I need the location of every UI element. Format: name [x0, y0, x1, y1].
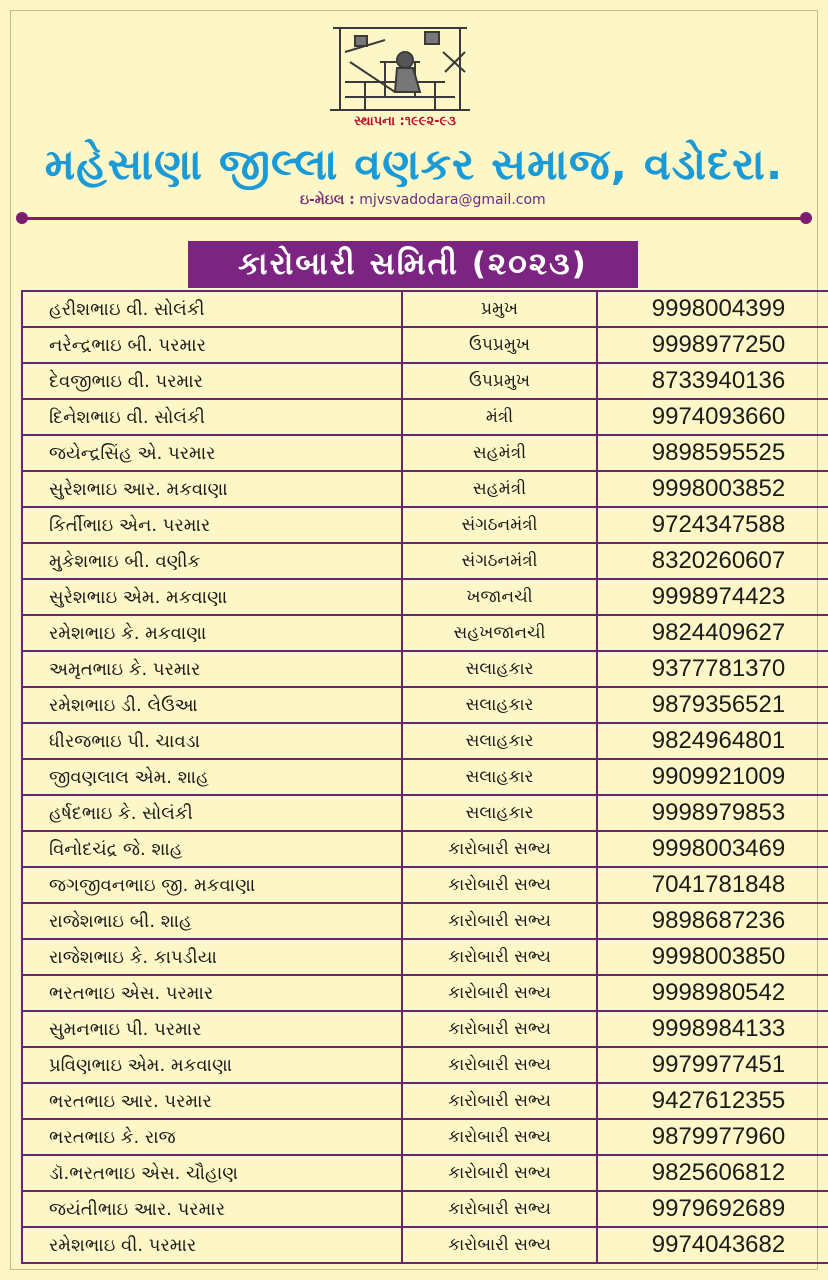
- member-phone: 9979692689: [597, 1191, 828, 1227]
- member-name: જયંતીભાઇ આર. પરમાર: [22, 1191, 402, 1227]
- divider-dot-right: [800, 212, 812, 224]
- member-phone: 9998974423: [597, 579, 828, 615]
- member-post: સલાહકાર: [402, 687, 597, 723]
- member-post: કારોબારી સભ્ય: [402, 1083, 597, 1119]
- member-name: જગજીવનભાઇ જી. મકવાણા: [22, 867, 402, 903]
- member-phone: 8320260607: [597, 543, 828, 579]
- member-name: નરેન્દ્રભાઇ બી. પરમાર: [22, 327, 402, 363]
- member-phone: 9979977451: [597, 1047, 828, 1083]
- table-row: [22, 1083, 828, 1119]
- member-post: પ્રમુખ: [402, 291, 597, 327]
- table-row: [22, 435, 828, 471]
- email-address: mjvsvadodara@gmail.com: [359, 192, 546, 208]
- member-phone: 9998980542: [597, 975, 828, 1011]
- table-row: [22, 687, 828, 723]
- committee-banner: કારોબારી સમિતી (૨૦૨૩): [188, 241, 638, 288]
- organization-title: મહેસાણા જીલ્લા વણકર સમાજ, વડોદરા.: [44, 140, 784, 190]
- member-phone: 9824964801: [597, 723, 828, 759]
- member-post: સંગઠનમંત્રી: [402, 543, 597, 579]
- member-phone: 8733940136: [597, 363, 828, 399]
- table-row: [22, 1155, 828, 1191]
- table-row: [22, 831, 828, 867]
- table-row: [22, 291, 828, 327]
- table-row: [22, 759, 828, 795]
- divider-dot-left: [16, 212, 28, 224]
- member-name: સુરેશભાઇ એમ. મકવાણા: [22, 579, 402, 615]
- member-post: મંત્રી: [402, 399, 597, 435]
- member-post: કારોબારી સભ્ય: [402, 975, 597, 1011]
- member-name: રાજેશભાઇ કે. કાપડીયા: [22, 939, 402, 975]
- email-label: ઇ-મેઇલ :: [300, 192, 355, 208]
- member-name: ડૉ.ભરતભાઇ એસ. ચૌહાણ: [22, 1155, 402, 1191]
- member-post: સલાહકાર: [402, 723, 597, 759]
- member-phone: 9879977960: [597, 1119, 828, 1155]
- member-post: સહમંત્રી: [402, 471, 597, 507]
- table-row: [22, 903, 828, 939]
- table-row: [22, 867, 828, 903]
- member-post: સલાહકાર: [402, 651, 597, 687]
- member-post: કારોબારી સભ્ય: [402, 1191, 597, 1227]
- member-phone: 9724347588: [597, 507, 828, 543]
- member-name: જીવણલાલ એમ. શાહ: [22, 759, 402, 795]
- member-phone: 7041781848: [597, 867, 828, 903]
- email-line: [300, 192, 546, 208]
- member-post: કારોબારી સભ્ય: [402, 1155, 597, 1191]
- member-name: ધીરજભાઇ પી. ચાવડા: [22, 723, 402, 759]
- member-phone: 9898595525: [597, 435, 828, 471]
- table-row: [22, 543, 828, 579]
- table-row: [22, 507, 828, 543]
- member-name: કિર્તીભાઇ એન. પરમાર: [22, 507, 402, 543]
- member-post: કારોબારી સભ્ય: [402, 1011, 597, 1047]
- member-name: સુમનભાઇ પી. પરમાર: [22, 1011, 402, 1047]
- table-row: [22, 615, 828, 651]
- table-row: [22, 327, 828, 363]
- member-name: ભરતભાઇ કે. રાજ: [22, 1119, 402, 1155]
- table-row: [22, 471, 828, 507]
- member-name: મુકેશભાઇ બી. વણીક: [22, 543, 402, 579]
- member-phone: 9879356521: [597, 687, 828, 723]
- member-name: ભરતભાઇ આર. પરમાર: [22, 1083, 402, 1119]
- founded-year: સ્થાપના :૧૯૯૨-૯૩: [354, 114, 456, 129]
- member-name: રાજેશભાઇ બી. શાહ: [22, 903, 402, 939]
- member-post: કારોબારી સભ્ય: [402, 1227, 597, 1263]
- member-phone: 9998004399: [597, 291, 828, 327]
- member-phone: 9909921009: [597, 759, 828, 795]
- member-post: ઉપપ્રમુખ: [402, 327, 597, 363]
- member-phone: 9998003850: [597, 939, 828, 975]
- table-row: [22, 1047, 828, 1083]
- member-name: રમેશભાઇ ડી. લેઉઆ: [22, 687, 402, 723]
- table-row: [22, 975, 828, 1011]
- member-phone: 9998984133: [597, 1011, 828, 1047]
- committee-table: [21, 290, 828, 1264]
- member-post: કારોબારી સભ્ય: [402, 831, 597, 867]
- member-name: દેવજીભાઇ વી. પરમાર: [22, 363, 402, 399]
- table-row: [22, 651, 828, 687]
- table-row: [22, 1191, 828, 1227]
- member-post: ખજાનચી: [402, 579, 597, 615]
- member-phone: 9998979853: [597, 795, 828, 831]
- member-name: પ્રવિણભાઇ એમ. મકવાણા: [22, 1047, 402, 1083]
- member-post: કારોબારી સભ્ય: [402, 903, 597, 939]
- member-post: સલાહકાર: [402, 795, 597, 831]
- table-row: [22, 399, 828, 435]
- member-phone: 9427612355: [597, 1083, 828, 1119]
- member-name: દિનેશભાઇ વી. સોલંકી: [22, 399, 402, 435]
- member-post: કારોબારી સભ્ય: [402, 939, 597, 975]
- member-post: સલાહકાર: [402, 759, 597, 795]
- table-row: [22, 795, 828, 831]
- member-phone: 9898687236: [597, 903, 828, 939]
- member-phone: 9974093660: [597, 399, 828, 435]
- member-name: સુરેશભાઇ આર. મકવાણા: [22, 471, 402, 507]
- member-name: રમેશભાઇ વી. પરમાર: [22, 1227, 402, 1263]
- member-phone: 9998003852: [597, 471, 828, 507]
- member-phone: 9377781370: [597, 651, 828, 687]
- member-phone: 9825606812: [597, 1155, 828, 1191]
- table-row: [22, 723, 828, 759]
- member-name: જયેન્દ્રસિંહ એ. પરમાર: [22, 435, 402, 471]
- table-row: [22, 363, 828, 399]
- member-post: કારોબારી સભ્ય: [402, 1119, 597, 1155]
- table-row: [22, 1119, 828, 1155]
- member-name: વિનોદચંદ્ર જે. શાહ: [22, 831, 402, 867]
- member-phone: 9998977250: [597, 327, 828, 363]
- weaver-loom-logo-icon: [325, 22, 475, 117]
- member-name: હર્ષદભાઇ કે. સોલંકી: [22, 795, 402, 831]
- table-row: [22, 939, 828, 975]
- table-row: [22, 1011, 828, 1047]
- member-phone: 9974043682: [597, 1227, 828, 1263]
- member-post: ઉપપ્રમુખ: [402, 363, 597, 399]
- member-name: રમેશભાઇ કે. મકવાણા: [22, 615, 402, 651]
- table-row: [22, 579, 828, 615]
- member-name: અમૃતભાઇ કે. પરમાર: [22, 651, 402, 687]
- table-row: [22, 1227, 828, 1263]
- header-divider: [22, 217, 806, 220]
- member-phone: 9998003469: [597, 831, 828, 867]
- member-post: સંગઠનમંત્રી: [402, 507, 597, 543]
- member-post: સહમંત્રી: [402, 435, 597, 471]
- member-name: હરીશભાઇ વી. સોલંકી: [22, 291, 402, 327]
- member-phone: 9824409627: [597, 615, 828, 651]
- member-post: સહખજાનચી: [402, 615, 597, 651]
- member-post: કારોબારી સભ્ય: [402, 867, 597, 903]
- member-post: કારોબારી સભ્ય: [402, 1047, 597, 1083]
- member-name: ભરતભાઇ એસ. પરમાર: [22, 975, 402, 1011]
